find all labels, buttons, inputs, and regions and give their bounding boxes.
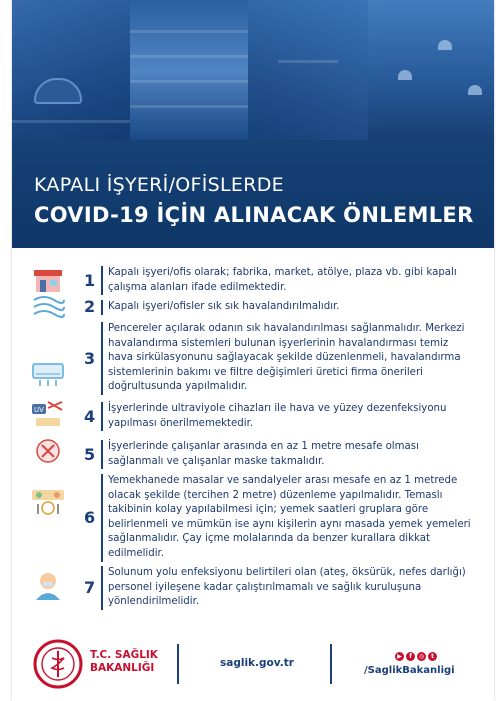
poster-page <box>12 0 494 701</box>
item-text-line: Solunum yolu enfeksiyonu belirtileri olan (ateş, öksürük, nefes darlığı) <box>108 567 466 578</box>
page-subtitle: KAPALI İŞYERİ/OFİSLERDE <box>34 174 284 196</box>
item-text-line: sistemlerinin bakımı ve filtre değişimleri üretici firma önerileri <box>108 366 423 378</box>
item-text-line: yapılması önerilmemektedir. <box>108 417 254 429</box>
item-text <box>108 322 480 395</box>
ministry-logo-icon <box>32 638 84 690</box>
item-text-line: edilmelidir. <box>108 547 165 559</box>
footer-divider <box>177 644 179 684</box>
distance-warning-icon <box>30 436 66 466</box>
item-text <box>108 402 480 431</box>
item-divider <box>101 474 103 562</box>
ministry-name-line2: BAKANLIĞI <box>90 662 155 674</box>
item-text <box>108 474 480 562</box>
website-link[interactable]: saglik.gov.tr <box>220 657 294 669</box>
item-text-line: belirlenmeli ve mümkün ise aynı kişilerin aynı masada yemek yemeleri <box>108 518 471 530</box>
item-text-line: İşyerlerinde çalışanlar arasında en az 1 metre mesafe olması <box>108 441 419 452</box>
item-number: 6 <box>84 507 96 527</box>
item-divider <box>101 402 103 431</box>
social-icons <box>395 652 437 661</box>
item-divider <box>101 300 103 315</box>
market-aisle-photo <box>130 0 248 140</box>
page-title: COVID-19 İÇİN ALINACAK ÖNLEMLER <box>34 203 474 227</box>
item-number: 2 <box>84 297 96 317</box>
hard-hat-shape <box>34 78 82 104</box>
item-text <box>108 266 480 295</box>
item-divider <box>101 566 103 610</box>
item-number: 4 <box>84 406 96 426</box>
item-number: 7 <box>84 577 96 597</box>
item-text-line: takibinin kolay yapılabilmesi için; yemek saatleri gruplara göre <box>108 504 429 516</box>
item-text-line: hava sirkülasyonunu sağlayacak şekilde düzenlenmeli, havalandırma <box>108 352 461 364</box>
ministry-name-line1: T.C. SAĞLIK <box>90 649 158 661</box>
youtube-icon[interactable]: ▶ <box>395 652 404 661</box>
item-divider <box>101 440 103 469</box>
item-text-line: olacak şekilde (tercihen 2 metre) düzenleme yapılmalıdır. Temaslı <box>108 489 443 501</box>
footer <box>12 632 494 701</box>
dining-table-icon <box>30 486 66 516</box>
instagram-icon[interactable]: ◎ <box>418 653 425 660</box>
item-divider <box>101 266 103 295</box>
item-text-line: çalışma alanları ifade edilmektedir. <box>108 281 287 293</box>
item-number: 1 <box>84 270 96 290</box>
item-text <box>108 566 480 610</box>
social-handle[interactable]: /SaglikBakanligi <box>364 665 455 676</box>
office-photo <box>368 0 494 140</box>
ventilation-air-icon <box>30 292 66 322</box>
item-text-line: Pencereler açılarak odanın sık havalandırılması sağlanmalıdır. Merkezi <box>108 323 465 334</box>
item-text-line: İşyerlerinde ultraviyole cihazları ile hava ve yüzey dezenfeksiyonu <box>108 403 447 414</box>
item-text-line: yönlendirilmelidir. <box>108 596 200 608</box>
workshop-photo <box>248 0 368 140</box>
item-text-line: Yemekhanede masalar ve sandalyeler arası mesafe en az 1 metrede <box>108 475 458 486</box>
ministry-name <box>90 649 158 675</box>
item-text-line: Kapalı işyeri/ofis olarak; fabrika, market, atölye, plaza vb. gibi kapalı <box>108 267 457 278</box>
item-divider <box>101 322 103 395</box>
item-text <box>108 300 480 315</box>
item-text-line: havalandırma sistemleri bulunan işyerlerinin havalandırması temiz <box>108 337 449 349</box>
sick-person-icon <box>30 570 66 600</box>
item-number: 3 <box>84 348 96 368</box>
item-text <box>108 440 480 469</box>
item-text-line: sağlanmalı ve çalışanlar maske takmalıdır. <box>108 455 325 467</box>
item-text-line: doğrultusunda yapılmalıdır. <box>108 381 248 393</box>
factory-worker-photo <box>12 0 130 140</box>
air-conditioner-icon <box>30 358 66 388</box>
item-text-line: personel iyileşene kadar çalıştırılmamalı ve sağlık kuruluşuna <box>108 581 422 593</box>
item-number: 5 <box>84 444 96 464</box>
footer-divider <box>330 644 332 684</box>
uv-disinfection-icon <box>30 400 66 430</box>
twitter-icon[interactable]: t <box>428 652 437 661</box>
svg-text:UV: UV <box>34 406 44 414</box>
facebook-icon[interactable]: f <box>406 652 415 661</box>
header-banner <box>12 0 494 248</box>
item-text-line: sağlanmalıdır. Çay içme molalarında da benzer kurallara dikkat <box>108 533 430 545</box>
item-text-line: Kapalı işyeri/ofisler sık sık havalandırılmalıdır. <box>108 301 340 312</box>
